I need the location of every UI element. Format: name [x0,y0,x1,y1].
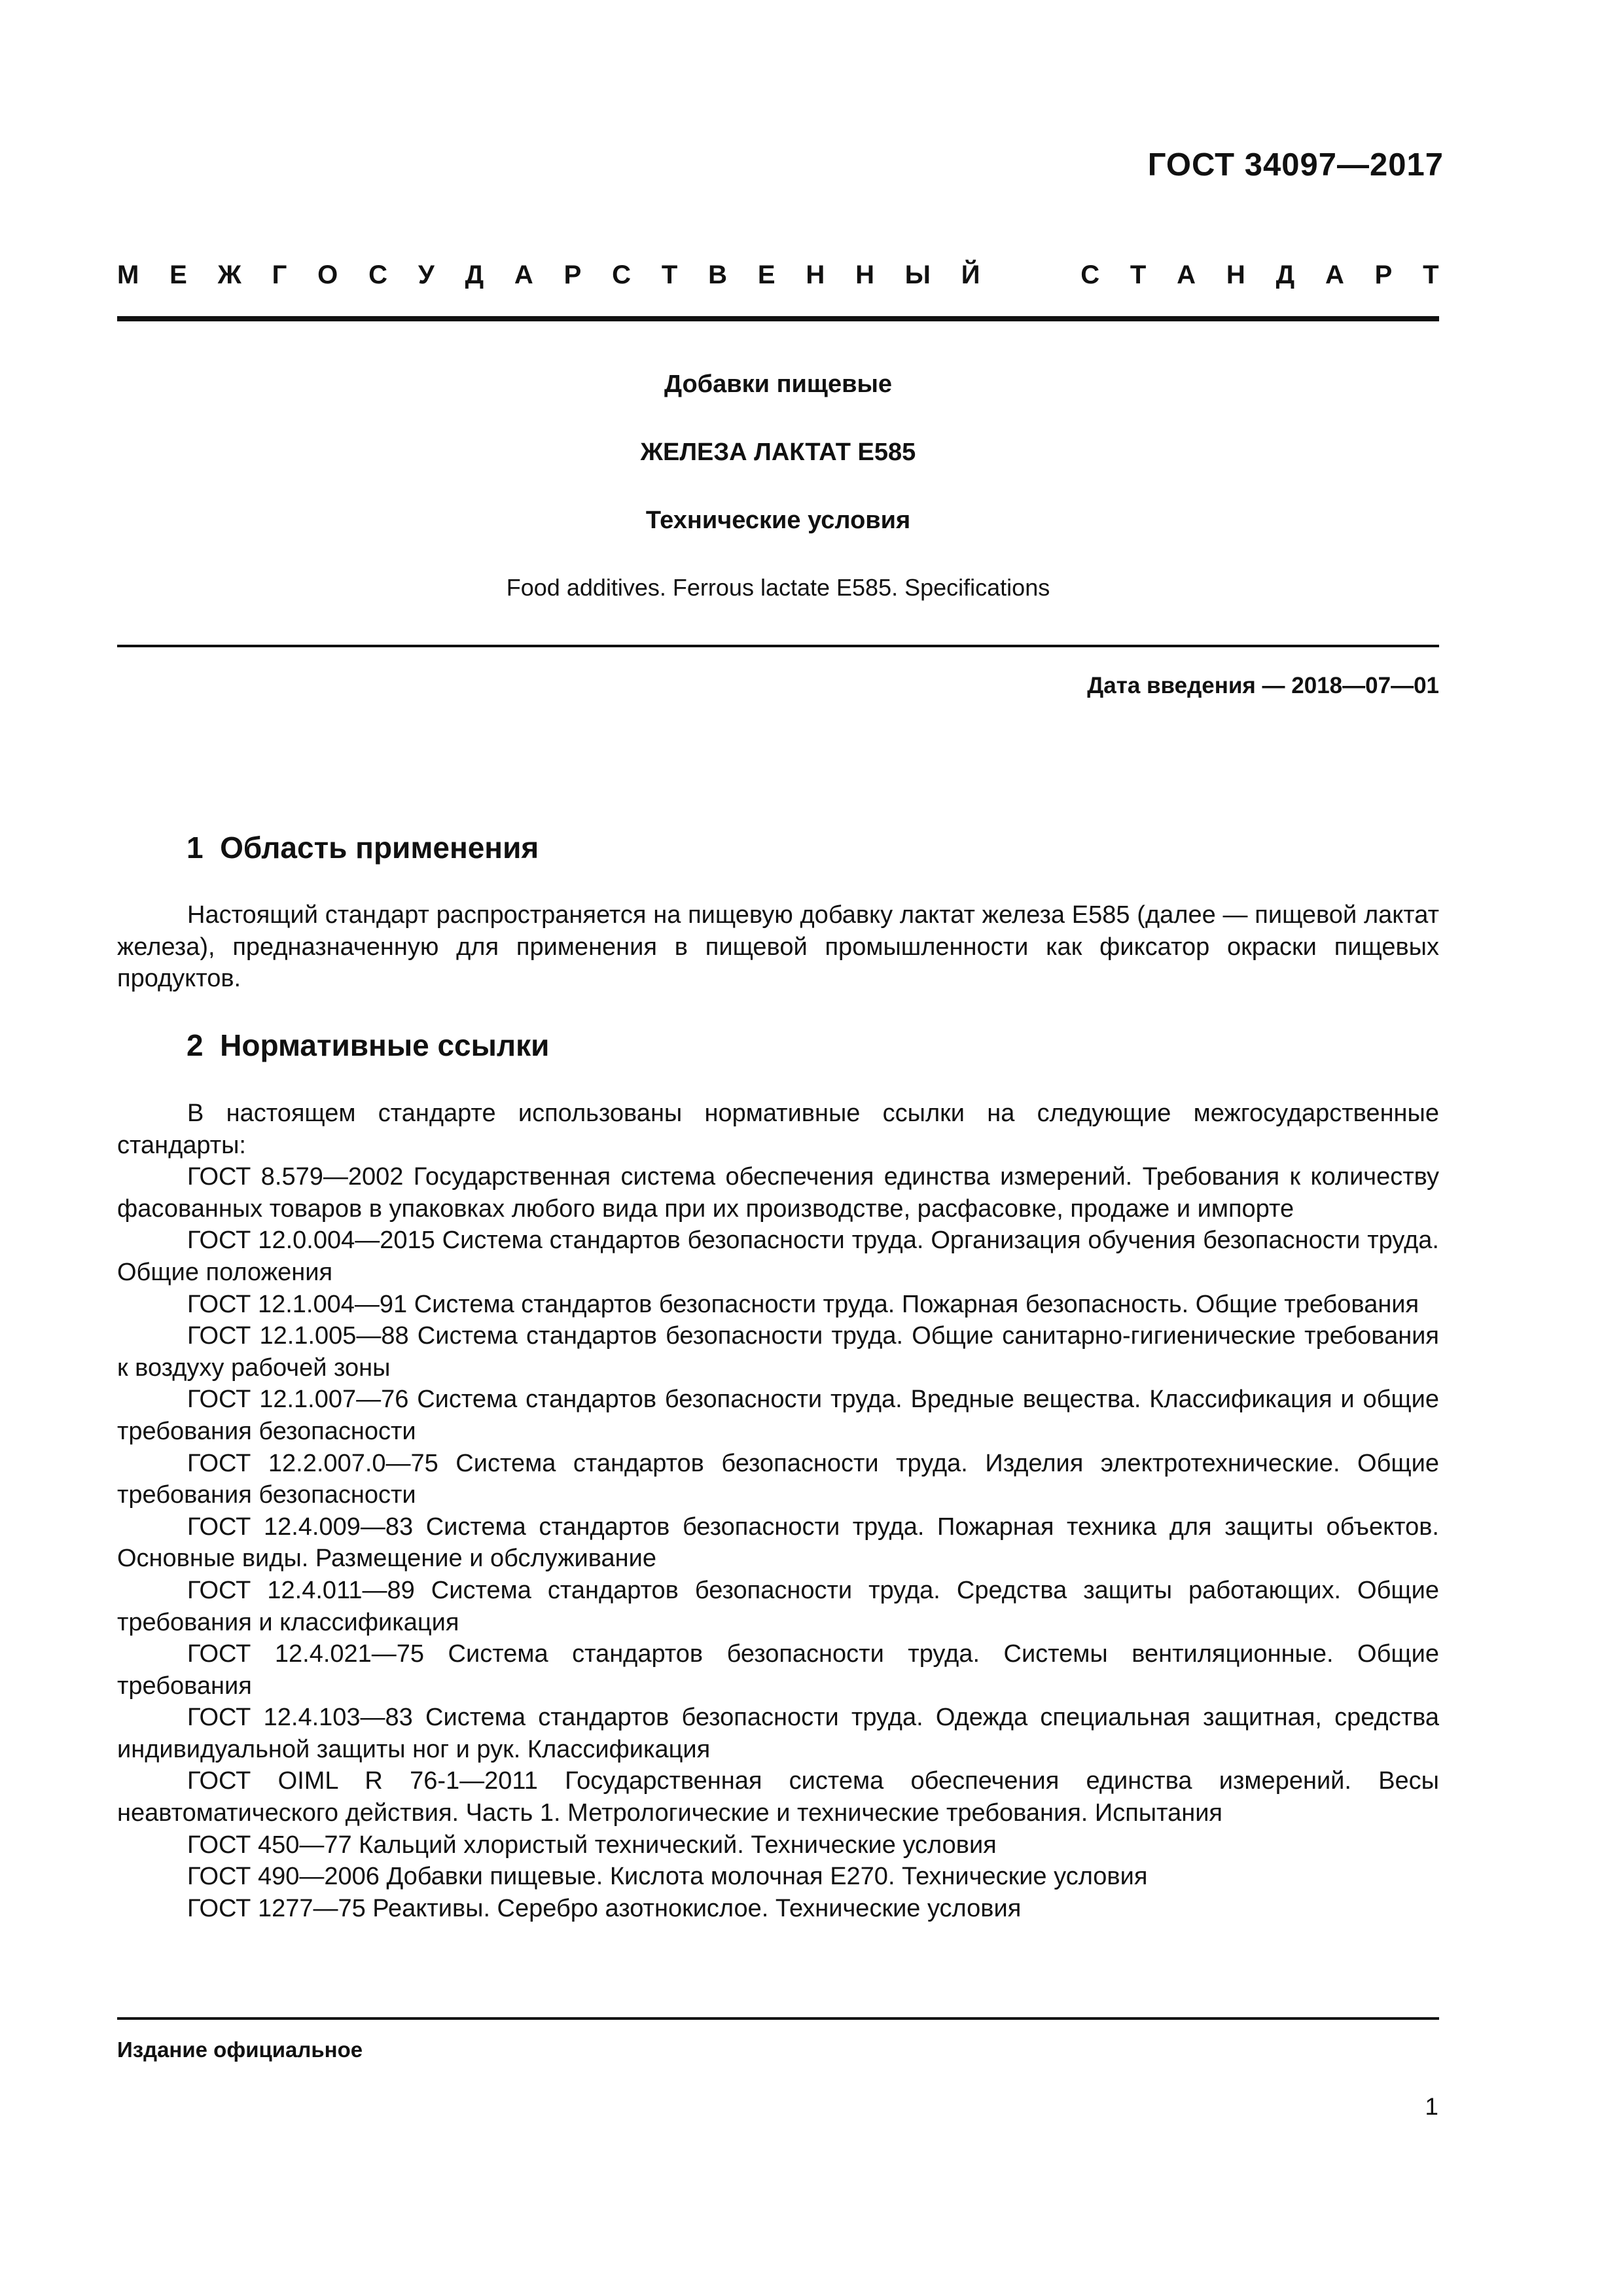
english-title: Food additives. Ferrous lactate E585. Specifications [506,574,1050,601]
title-line-1: Добавки пищевые [664,370,893,398]
banner-letter: Т [1130,260,1147,289]
document-number: ГОСТ 34097—2017 [1147,147,1444,183]
banner-letter: Г [272,260,287,289]
reference-item: ГОСТ 12.1.005—88 Система стандартов безопасности труда. Общие санитарно-гигиенические требования к воздуху рабочей зоны [117,1322,1439,1382]
banner-letter: Ы [904,260,931,289]
banner-letter: М [117,260,139,289]
banner-letter: А [1325,260,1344,289]
banner-letter: Е [757,260,776,289]
banner-letter: В [708,260,727,289]
banner-letter: Н [855,260,874,289]
reference-item: ГОСТ 12.1.007—76 Система стандартов безопасности труда. Вредные вещества. Классификация и общие требования безопасности [117,1386,1439,1445]
banner-letter: Н [1226,260,1245,289]
reference-item: ГОСТ 12.1.004—91 Система стандартов безопасности труда. Пожарная безопасность. Общие требования [187,1290,1419,1318]
section-1-heading: 1 Область применения [187,831,539,865]
section-2-heading: 2 Нормативные ссылки [187,1028,550,1062]
section-1-paragraph: Настоящий стандарт распространяется на пищевую добавку лактат железа Е585 (далее — пищевой лактат железа), предназначенную для применения в пищевой промышленности как фиксатор окраски пищевых продуктов. [117,901,1439,993]
banner-letter: Д [465,260,484,289]
title-line-2: ЖЕЛЕЗА ЛАКТАТ Е585 [640,439,916,466]
reference-item: ГОСТ 450—77 Кальций хлористый технический. Технические условия [187,1831,997,1859]
reference-item: ГОСТ 12.0.004—2015 Система стандартов безопасности труда. Организация обучения безопасности труда. Общие положения [117,1227,1439,1286]
reference-item: ГОСТ OIML R 76-1—2011 Государственная система обеспечения единства измерений. Весы неавтоматического действия. Часть 1. Метрологические и технические требования. Испытания [117,1767,1439,1827]
standard-type-banner [117,260,1439,290]
banner-letter: Т [1423,260,1439,289]
footer-divider [117,2017,1439,2020]
banner-letter: Р [1374,260,1393,289]
reference-item: ГОСТ 12.2.007.0—75 Система стандартов безопасности труда. Изделия электротехнические. Общие требования безопасности [117,1449,1439,1509]
banner-letter: У [418,260,435,289]
banner-letter: С [368,260,388,289]
banner-letter: Ж [217,260,241,289]
banner-letter: С [612,260,632,289]
reference-item: ГОСТ 12.4.021—75 Система стандартов безопасности труда. Системы вентиляционные. Общие требования [117,1640,1439,1700]
banner-letter: А [514,260,533,289]
introduction-date: Дата введения — 2018—07—01 [1087,673,1439,698]
reference-item: ГОСТ 1277—75 Реактивы. Серебро азотнокислое. Технические условия [187,1894,1022,1922]
title-divider [117,645,1439,647]
header-divider [117,316,1439,321]
reference-item: ГОСТ 12.4.011—89 Система стандартов безопасности труда. Средства защиты работающих. Общие требования и классификация [117,1576,1439,1636]
official-edition-label: Издание официальное [117,2037,363,2062]
banner-letter: А [1177,260,1196,289]
section-1-text [117,899,1439,995]
reference-item: ГОСТ 490—2006 Добавки пищевые. Кислота молочная Е270. Технические условия [187,1863,1148,1891]
banner-letter: Т [661,260,678,289]
page-number: 1 [1425,2093,1438,2120]
title-line-3: Технические условия [645,507,911,534]
reference-item: ГОСТ 12.4.103—83 Система стандартов безопасности труда. Одежда специальная защитная, средства индивидуальной защиты ног и рук. Классификация [117,1704,1439,1763]
banner-gap [1010,260,1050,290]
banner-letter: Н [806,260,825,289]
references-intro: В настоящем стандарте использованы нормативные ссылки на следующие межгосударственные стандарты: [117,1100,1439,1159]
banner-letter: С [1080,260,1100,289]
banner-letter: Р [563,260,582,289]
banner-letter: Е [169,260,187,289]
banner-letter: Д [1275,260,1295,289]
normative-references-list [117,1098,1439,1924]
reference-item: ГОСТ 12.4.009—83 Система стандартов безопасности труда. Пожарная техника для защиты объектов. Основные виды. Размещение и обслуживание [117,1513,1439,1573]
reference-item: ГОСТ 8.579—2002 Государственная система обеспечения единства измерений. Требования к количеству фасованных товаров в упаковках любого вида при их производстве, расфасовке, продаже и импорте [117,1163,1439,1223]
banner-letter: Й [961,260,980,289]
banner-letter: О [317,260,338,289]
